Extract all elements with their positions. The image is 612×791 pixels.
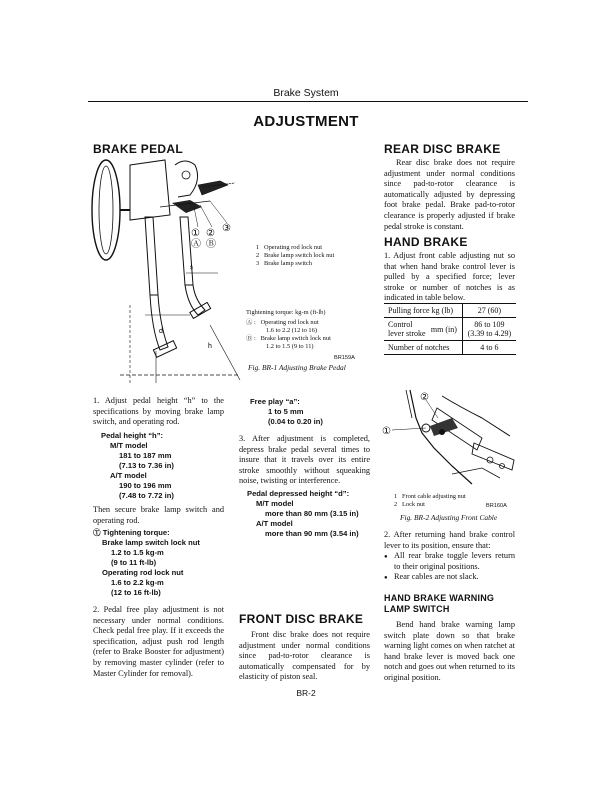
table-row (384, 304, 516, 318)
hand-brake-step-1: 1. Adjust front cable adjusting nut so that when hand brake control lever is pulled by a specified force; lever stroke or number of notches is as indicated in table below. (384, 251, 515, 303)
page-title: ADJUSTMENT (253, 113, 359, 130)
tightening-switch-nut: Brake lamp switch lock nut (102, 538, 200, 547)
depressed-mt-label: M/T model (256, 499, 294, 508)
list-item: ● All rear brake toggle levers return to their original positions. (384, 551, 515, 572)
front-cable-figure (382, 388, 518, 488)
torque-item-b: Ⓑ : Brake lamp switch lock nut (246, 335, 331, 342)
table-cell: 86 to 109 (3.39 to 4.29) (462, 318, 516, 341)
callout-b: Ⓑ (206, 239, 216, 250)
page-number: BR-2 (296, 688, 316, 698)
figure-code-br160a: BR160A (486, 503, 507, 509)
brake-pedal-legend (256, 244, 366, 268)
tightening-rod-nut: Operating rod lock nut (102, 568, 184, 577)
pedal-height-mt-label: M/T model (110, 441, 148, 450)
figure-caption-br1: Fig. BR-1 Adjusting Brake Pedal (248, 363, 346, 372)
pedal-height-mt-in: (7.13 to 7.36 in) (119, 461, 174, 470)
legend-item: 2 Lock nut (394, 501, 425, 508)
depressed-height-spec (247, 489, 387, 539)
section-header: Brake System (273, 87, 339, 99)
torque-item-a: Ⓐ : Operating rod lock nut (246, 319, 319, 326)
callout-2: ② (206, 228, 215, 239)
front-disc-text: Front disc brake does not require adjustment under normal conditions since pad-to-rotor clearance is automatically compensated for by elasticity of piston seal. (239, 630, 370, 682)
brake-pedal-figure (90, 155, 250, 395)
callout-3: ③ (222, 223, 231, 234)
legend-item: 1 Operating rod lock nut (256, 244, 323, 251)
free-play-mm: 1 to 5 mm (268, 407, 304, 416)
figure-code-br159a: BR159A (334, 355, 355, 361)
dim-d-label: d (159, 328, 163, 335)
pedal-step-3: 3. After adjustment is completed, depress brake pedal several times to insure that it travels over its entire stroke smoothly without squeaking noise, twisting or interference. (239, 434, 370, 486)
front-disc-heading: FRONT DISC BRAKE (239, 612, 364, 626)
header-rule (88, 101, 528, 102)
pedal-step-1: 1. Adjust pedal height “h” to the specifications by moving brake lamp switch, and operating rod. (93, 396, 224, 427)
table-row (384, 318, 516, 341)
legend-item: 2 Brake lamp switch lock nut (256, 252, 335, 259)
free-play-in: (0.04 to 0.20 in) (268, 417, 323, 426)
depressed-at-label: A/T model (256, 519, 293, 528)
pedal-height-spec (101, 431, 231, 501)
hand-brake-bullets (384, 551, 515, 583)
table-cell: Number of notches (384, 341, 462, 355)
table-cell: Pulling force kg (lb) (384, 304, 462, 318)
table-cell: 27 (60) (462, 304, 516, 318)
rear-disc-heading: REAR DISC BRAKE (384, 142, 501, 156)
torque-title: Tightening torque: kg-m (ft-lb) (246, 309, 326, 316)
tightening-spec (93, 528, 231, 598)
pedal-step-2: 2. Pedal free play adjustment is not necessary under normal conditions. Check pedal free play. If it exceeds the specification, adjust push rod length (refer to Brake Booster for adjustment) by removing master cylinder (refer to Master Cylinder for removal). (93, 605, 224, 678)
hand-brake-step-2: 2. After returning hand brake control lever to its position, ensure that: (384, 530, 515, 550)
cable-callout-1: ① (382, 426, 391, 437)
tightening-rod-ftlb: (12 to 16 ft-lb) (111, 588, 161, 597)
table-cell: 4 to 6 (462, 341, 516, 355)
then-secure-text: Then secure brake lamp switch and operating rod. (93, 505, 224, 525)
depressed-at-value: more than 90 mm (3.54 in) (265, 529, 359, 538)
free-play-label: Free play “a”: (250, 397, 300, 406)
torque-item-b-value: 1.2 to 1.5 (9 to 11) (266, 343, 314, 350)
cable-callout-2: ② (420, 392, 429, 403)
tightening-rod-kgm: 1.6 to 2.2 kg-m (111, 578, 164, 587)
depressed-mt-value: more than 80 mm (3.15 in) (265, 509, 359, 518)
dim-h-label: h (208, 343, 212, 350)
table-cell: mm (in) (431, 318, 462, 341)
callout-a: Ⓐ (191, 239, 201, 250)
table-cell: Control lever stroke (384, 318, 431, 341)
tightening-label: Ⓣ Tightening torque: (93, 528, 170, 537)
pedal-height-at-mm: 190 to 196 mm (119, 481, 172, 490)
dim-s-label: s (190, 265, 193, 271)
pedal-height-at-label: A/T model (110, 471, 147, 480)
torque-item-a-value: 1.6 to 2.2 (12 to 16) (266, 327, 317, 334)
hand-brake-heading: HAND BRAKE (384, 235, 468, 249)
rear-disc-text: Rear disc brake does not require adjustment under normal conditions since pad-to-rotor clearance is automatically adjusted by depressing foot brake pedal. Brake pad-to-rotor clearance is properly adjusted if brake pedal stroke is constant. (384, 158, 515, 231)
table-row (384, 341, 516, 355)
legend-item: 1 Front cable adjusting nut (394, 493, 466, 500)
free-play-spec (250, 397, 370, 427)
tightening-switch-ftlb: (9 to 11 ft-lb) (111, 558, 157, 567)
warning-lamp-text: Bend hand brake warning lamp switch plate down so that brake warning light comes on when ratchet at hand brake lever is moved back one notch and goes out when returned to its original position. (384, 620, 515, 682)
pulling-force-table (384, 303, 516, 355)
legend-item: 3 Brake lamp switch (256, 260, 312, 267)
cable-legend (394, 493, 494, 509)
pedal-height-mt-mm: 181 to 187 mm (119, 451, 172, 460)
pedal-height-at-in: (7.48 to 7.72 in) (119, 491, 174, 500)
warning-lamp-heading: HAND BRAKE WARNING LAMP SWITCH (384, 593, 495, 614)
callout-1: ① (191, 228, 200, 239)
brake-pedal-heading: BRAKE PEDAL (93, 142, 183, 156)
list-item: ● Rear cables are not slack. (384, 572, 515, 583)
figure-caption-br2: Fig. BR-2 Adjusting Front Cable (400, 513, 498, 522)
depressed-label: Pedal depressed height “d”: (247, 489, 350, 498)
tightening-switch-kgm: 1.2 to 1.5 kg-m (111, 548, 164, 557)
pedal-height-label: Pedal height “h”: (101, 431, 164, 440)
figure-torque-spec (246, 309, 366, 351)
